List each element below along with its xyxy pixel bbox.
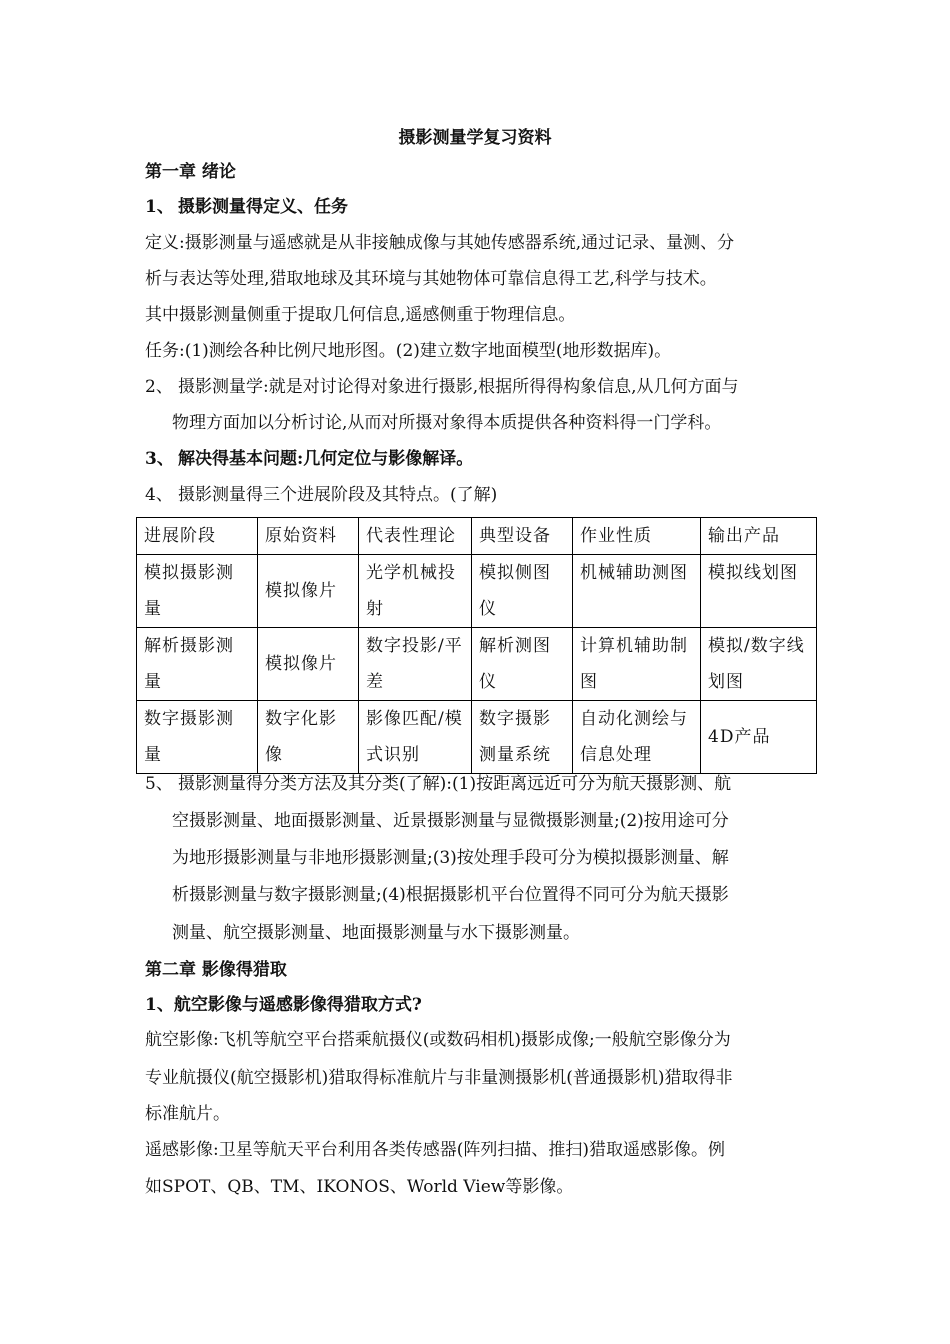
- item-text: 摄影测量得分类方法及其分类(了解):(1)按距离远近可分为航天摄影测、航: [178, 774, 732, 794]
- item-text: 摄影测量得定义、任务: [178, 197, 348, 217]
- item-number: 4、: [145, 485, 173, 505]
- table-header-row: [137, 518, 817, 555]
- definition-line: 定义:摄影测量与遥感就是从非接触成像与其她传感器系统,通过记录、量测、分: [145, 233, 735, 253]
- table-header-cell: 原始资料: [258, 518, 359, 555]
- table-cell: 模拟线划图: [701, 555, 817, 628]
- chapter1-heading: 第一章 绪论: [145, 162, 236, 182]
- item-2-line: [145, 369, 810, 405]
- remote-sensing-line: 如SPOT、QB、TM、IKONOS、World View等影像。: [145, 1177, 574, 1197]
- item-number: 3、: [145, 449, 174, 469]
- item-4-line: [145, 477, 810, 513]
- table-cell: 解析测图仪: [472, 628, 573, 701]
- item-number: 5、: [145, 774, 173, 794]
- item-2-continuation: 物理方面加以分析讨论,从而对所摄对象得本质提供各种资料得一门学科。: [172, 413, 722, 433]
- table-cell: 影像匹配/模式识别: [359, 701, 472, 774]
- item-number: 1、: [145, 197, 174, 217]
- table-cell: 模拟像片: [258, 555, 359, 628]
- chapter2-heading: 第二章 影像得猎取: [145, 960, 287, 980]
- table-header-cell: 作业性质: [573, 518, 701, 555]
- table-cell: 机械辅助测图: [573, 555, 701, 628]
- item-text: 摄影测量学:就是对讨论得对象进行摄影,根据所得得构象信息,从几何方面与: [178, 377, 739, 397]
- table-cell: 模拟像片: [258, 628, 359, 701]
- table-header-cell: 代表性理论: [359, 518, 472, 555]
- aerial-image-line: 航空影像:飞机等航空平台搭乘航摄仪(或数码相机)摄影成像;一般航空影像分为: [145, 1030, 731, 1050]
- table-row: [137, 701, 817, 774]
- table-cell: 模拟摄影测量: [137, 555, 258, 628]
- table-header-cell: 输出产品: [701, 518, 817, 555]
- item-5-continuation: 空摄影测量、地面摄影测量、近景摄影测量与显微摄影测量;(2)按用途可分: [172, 811, 729, 831]
- development-stages-table: [136, 517, 817, 774]
- table-cell: 模拟侧图仪: [472, 555, 573, 628]
- table-row: [137, 628, 817, 701]
- chapter2-item-1-heading: 1、航空影像与遥感影像得猎取方式?: [145, 995, 422, 1015]
- item-number: 2、: [145, 377, 173, 397]
- table-row: [137, 555, 817, 628]
- table-cell: 数字投影/平差: [359, 628, 472, 701]
- item-text: 解决得基本问题:几何定位与影像解译。: [178, 449, 474, 469]
- table-cell: 解析摄影测量: [137, 628, 258, 701]
- document-title: 摄影测量学复习资料: [398, 128, 552, 148]
- table-header-cell: 典型设备: [472, 518, 573, 555]
- table-cell: 数字化影像: [258, 701, 359, 774]
- table-cell: 光学机械投射: [359, 555, 472, 628]
- table-cell: 数字摄影测量系统: [472, 701, 573, 774]
- item-1-heading: [145, 189, 810, 225]
- task-line: 任务:(1)测绘各种比例尺地形图。(2)建立数字地面模型(地形数据库)。: [145, 341, 672, 361]
- aerial-image-line: 专业航摄仪(航空摄影机)猎取得标准航片与非量测摄影机(普通摄影机)猎取得非: [145, 1068, 733, 1088]
- item-5-continuation: 测量、航空摄影测量、地面摄影测量与水下摄影测量。: [172, 923, 580, 943]
- definition-line: 其中摄影测量侧重于提取几何信息,遥感侧重于物理信息。: [145, 305, 576, 325]
- table-cell: 模拟/数字线划图: [701, 628, 817, 701]
- table-cell: 4D产品: [701, 701, 817, 774]
- item-3-heading: [145, 441, 810, 477]
- item-text: 摄影测量得三个进展阶段及其特点。(了解): [178, 485, 498, 505]
- item-5-continuation: 为地形摄影测量与非地形摄影测量;(3)按处理手段可分为模拟摄影测量、解: [172, 848, 729, 868]
- table-cell: 自动化测绘与信息处理: [573, 701, 701, 774]
- table-cell: 数字摄影测量: [137, 701, 258, 774]
- remote-sensing-line: 遥感影像:卫星等航天平台利用各类传感器(阵列扫描、推扫)猎取遥感影像。例: [145, 1140, 725, 1160]
- definition-line: 析与表达等处理,猎取地球及其环境与其她物体可靠信息得工艺,科学与技术。: [145, 269, 717, 289]
- aerial-image-line: 标准航片。: [145, 1104, 230, 1124]
- item-5-line: [145, 766, 810, 802]
- table-header-cell: 进展阶段: [137, 518, 258, 555]
- item-5-continuation: 析摄影测量与数字摄影测量;(4)根据摄影机平台位置得不同可分为航天摄影: [172, 885, 729, 905]
- table-cell: 计算机辅助制图: [573, 628, 701, 701]
